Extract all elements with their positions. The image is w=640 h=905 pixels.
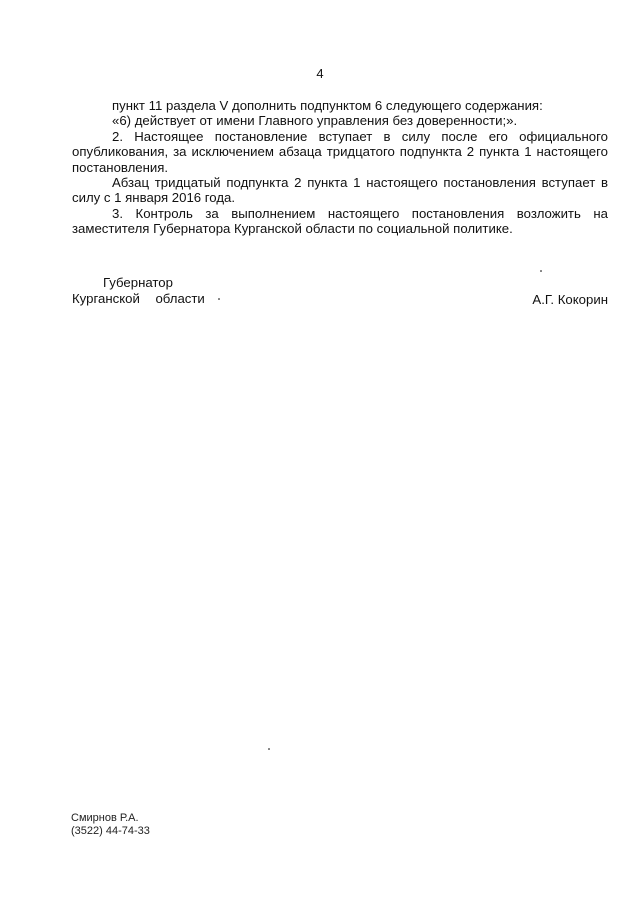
scan-speck [540,270,542,272]
document-body [72,98,608,237]
paragraph-5: 3. Контроль за выполнением настоящего постановления возложить на заместителя Губернатора Курганской области по социальной политике. [72,205,608,237]
signatory-name: А.Г. Кокорин [532,292,608,307]
footer-executor-info [71,812,150,838]
signatory-title-line2: Курганской области [72,291,205,306]
paragraph-1: пункт 11 раздела V дополнить подпунктом 6 следующего содержания: [112,98,543,113]
executor-phone: (3522) 44-74-33 [71,825,150,837]
paragraph-3: 2. Настоящее постановление вступает в силу после его официального опубликования, за исключением абзаца тридцатого подпункта 2 пункта 1 настоящего постановления. [72,128,608,175]
scan-speck [268,748,270,750]
signatory-title-line1: Губернатор [103,275,173,290]
scan-speck [218,298,220,300]
paragraph-2: «6) действует от имени Главного управления без доверенности;». [112,113,518,129]
executor-name: Смирнов Р.А. [71,812,139,824]
paragraph-4: Абзац тридцатый подпункта 2 пункта 1 настоящего постановления вступает в силу с 1 января 2016 года. [72,175,608,206]
page-number: 4 [316,66,324,81]
